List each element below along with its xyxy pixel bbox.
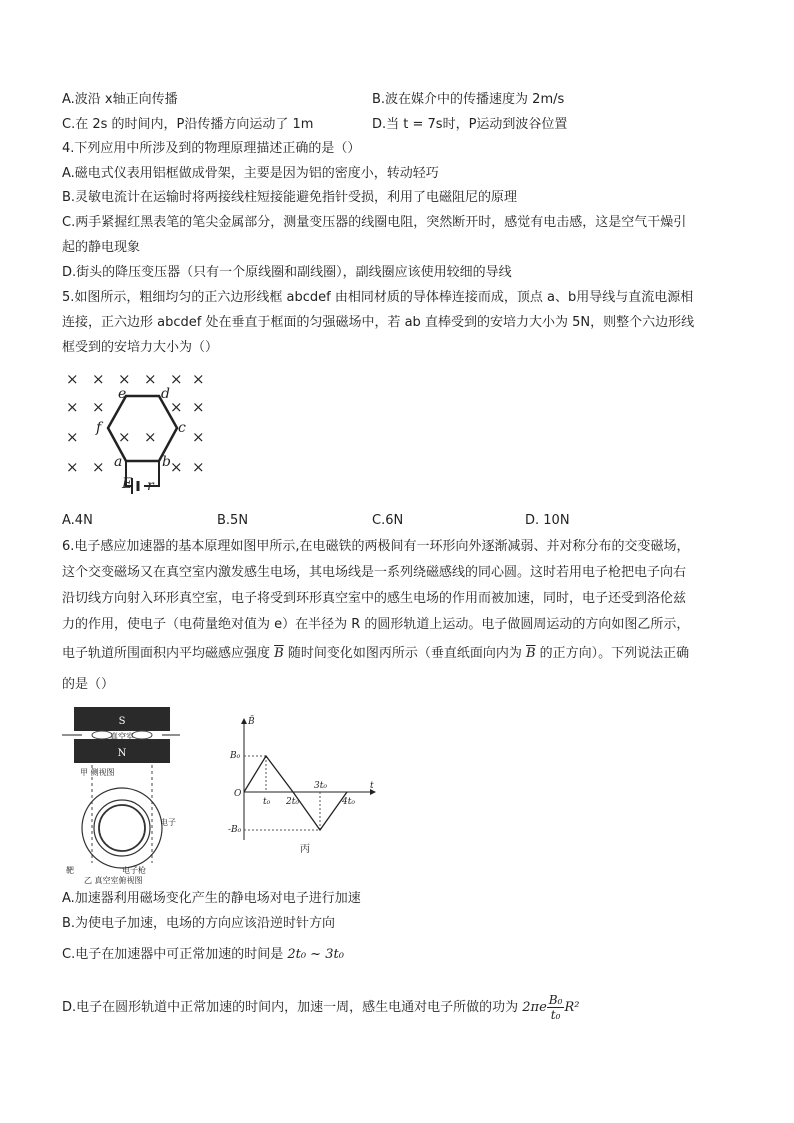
q3-option-b: B.波在媒介中的传播速度为 2m/s — [372, 92, 565, 107]
vertex-label-f: f — [96, 420, 102, 436]
field-x: × — [92, 370, 105, 388]
tick-b0: B₀ — [230, 751, 241, 761]
q5-option-b: B.5N — [217, 513, 249, 528]
vertex-label-e: e — [118, 386, 127, 402]
q6-stem-line1: 6.电子感应加速器的基本原理如图甲所示,在电磁铁的两极间有一环形向外逐渐减弱、并对称分布的交变磁场， — [62, 539, 690, 554]
label-jia: 甲 侧视图 — [80, 768, 115, 777]
q3-option-a: A.波沿 x轴正向传播 — [62, 92, 178, 107]
tick-3t0: 3t₀ — [314, 781, 327, 791]
q6-stem-line4: 力的作用，使电子（电荷量绝对值为 e）在半径为 R 的圆形轨道上运动。电子做圆周运动的方向如图乙所示， — [62, 617, 690, 632]
q3-option-d: D.当 t = 7s时，P运动到波谷位置 — [372, 117, 568, 132]
vacuum-ring-inner — [94, 800, 150, 856]
b-bar-symbol: $\overline{B}$ — [274, 646, 284, 661]
q3-option-c: C.在 2s 的时间内，P沿传播方向运动了 1m — [62, 117, 314, 132]
vertex-label-d: d — [161, 386, 170, 402]
label-yi: 乙 真空室俯视图 — [84, 876, 143, 885]
electron-label: 电子 — [160, 818, 176, 827]
pole-n-label: N — [117, 748, 127, 759]
q6-stem-line5-part1: 电子轨道所围面积内平均磁感应强度 — [62, 646, 275, 661]
q4-option-c-line1: C.两手紧握红黑表笔的笔尖金属部分，测量变压器的线圈电阻，突然断开时，感觉有电击感，这是空气干燥引 — [62, 215, 687, 230]
pole-s-label: S — [118, 716, 126, 727]
gun-label: 电子枪 — [122, 866, 146, 875]
q6-option-d — [62, 993, 579, 1022]
vacuum-chamber-right — [132, 731, 152, 739]
hexagon-circuit-figure — [62, 366, 222, 501]
origin-label: O — [234, 789, 242, 799]
q6-option-c — [62, 945, 344, 965]
q6-stem-line5 — [62, 644, 689, 664]
accelerator-figure-jia-yi — [62, 703, 182, 883]
q6-stem-line6: 的是（） — [62, 677, 115, 692]
battery-label-e: E — [122, 476, 133, 492]
q5-option-d: D. 10N — [525, 513, 570, 528]
field-x: × — [66, 370, 79, 388]
q6-option-b: B.为使电子加速，电场的方向应该沿逆时针方向 — [62, 916, 336, 931]
vertex-label-b: b — [162, 454, 171, 470]
field-x: × — [66, 428, 79, 446]
b-t-graph-bing — [230, 712, 380, 857]
figure-bing-label: 丙 — [300, 844, 310, 855]
field-x: × — [144, 370, 157, 388]
electron-orbit — [99, 805, 145, 851]
tick-4t0: 4t₀ — [342, 797, 355, 807]
fraction-numerator: B₀ — [548, 993, 563, 1007]
q6-option-d-text: D.电子在圆形轨道中正常加速的时间内，加速一周，感生电通对电子所做的功为 — [62, 1000, 523, 1015]
b-t-curve — [244, 756, 347, 830]
field-x: × — [66, 398, 79, 416]
q4-option-d: D.街头的降压变压器（只有一个原线圈和副线圈），副线圈应该使用较细的导线 — [62, 265, 512, 280]
q6-option-a: A.加速器利用磁场变化产生的静电场对电子进行加速 — [62, 891, 361, 906]
vacuum-chamber-left — [92, 731, 112, 739]
field-x: × — [92, 398, 105, 416]
q4-option-b: B.灵敏电流计在运输时将两接线柱短接能避免指针受损，利用了电磁阻尼的原理 — [62, 190, 518, 205]
b-bar-symbol: $\overline{B}$ — [525, 646, 536, 661]
q5-stem-line2: 连接，正六边形 abcdef 处在垂直于框面的匀强磁场中，若 ab 直棒受到的安培力大小为 5N，则整个六边形线 — [62, 315, 695, 330]
q5-stem-line1: 5.如图所示，粗细均匀的正六边形线框 abcdef 由相同材质的导体棒连接而成，顶点 a、b用导线与直流电源相 — [62, 290, 694, 305]
fraction-denominator: t₀ — [550, 1008, 561, 1022]
field-x: × — [192, 458, 205, 476]
q6-option-d-fraction — [547, 993, 565, 1022]
field-x: × — [118, 428, 131, 446]
q6-stem-line3: 沿切线方向射入环形真空室，电子将受到环形真空室中的感生电场的作用而被加速，同时，电子还受到洛伦兹 — [62, 591, 687, 606]
field-x: × — [192, 370, 205, 388]
q6-option-d-r2: R² — [564, 1000, 580, 1015]
vertex-label-c: c — [178, 420, 186, 436]
battery-label-r: r — [147, 478, 154, 494]
q5-stem-line3: 框受到的安培力大小为（） — [62, 340, 219, 355]
q4-stem: 4.下列应用中所涉及到的物理原理描述正确的是（） — [62, 141, 361, 156]
q5-option-c: C.6N — [372, 513, 404, 528]
q6-stem-line5-part2: 随时间变化如图丙所示（垂直纸面向内为 — [283, 646, 526, 661]
field-x: × — [192, 428, 205, 446]
q6-option-c-math: 2t₀ ~ 3t₀ — [287, 947, 344, 962]
b-axis-arrow — [241, 718, 247, 724]
vacuum-label: 真空室 — [110, 732, 134, 741]
field-x: × — [118, 370, 131, 388]
q6-option-c-text: C.电子在加速器中可正常加速的时间是 — [62, 947, 288, 962]
field-x: × — [170, 398, 183, 416]
field-x: × — [144, 428, 157, 446]
field-x: × — [192, 398, 205, 416]
t-axis-label: t — [370, 781, 374, 791]
target-label: 靶 — [66, 866, 74, 875]
tick-minus-b0: -B₀ — [228, 825, 242, 835]
field-x: × — [170, 370, 183, 388]
tick-2t0: 2t₀ — [286, 797, 299, 807]
field-x: × — [66, 458, 79, 476]
q6-stem-line2: 这个交变磁场又在真空室内激发感生电场，其电场线是一系列绕磁感线的同心圆。这时若用电子枪把电子向右 — [62, 565, 687, 580]
vertex-label-a: a — [114, 454, 123, 470]
field-x: × — [170, 458, 183, 476]
tick-t0: t₀ — [263, 797, 271, 807]
q6-option-d-coef: 2πe — [522, 1000, 547, 1015]
q5-option-a: A.4N — [62, 513, 93, 528]
q6-stem-line5-part3: 的正方向）。下列说法正确 — [535, 646, 690, 661]
field-x: × — [92, 458, 105, 476]
b-axis-label: B̄ — [248, 717, 255, 727]
q4-option-a: A.磁电式仪表用铝框做成骨架，主要是因为铝的密度小，转动轻巧 — [62, 166, 439, 181]
q4-option-c-line2: 起的静电现象 — [62, 240, 141, 255]
